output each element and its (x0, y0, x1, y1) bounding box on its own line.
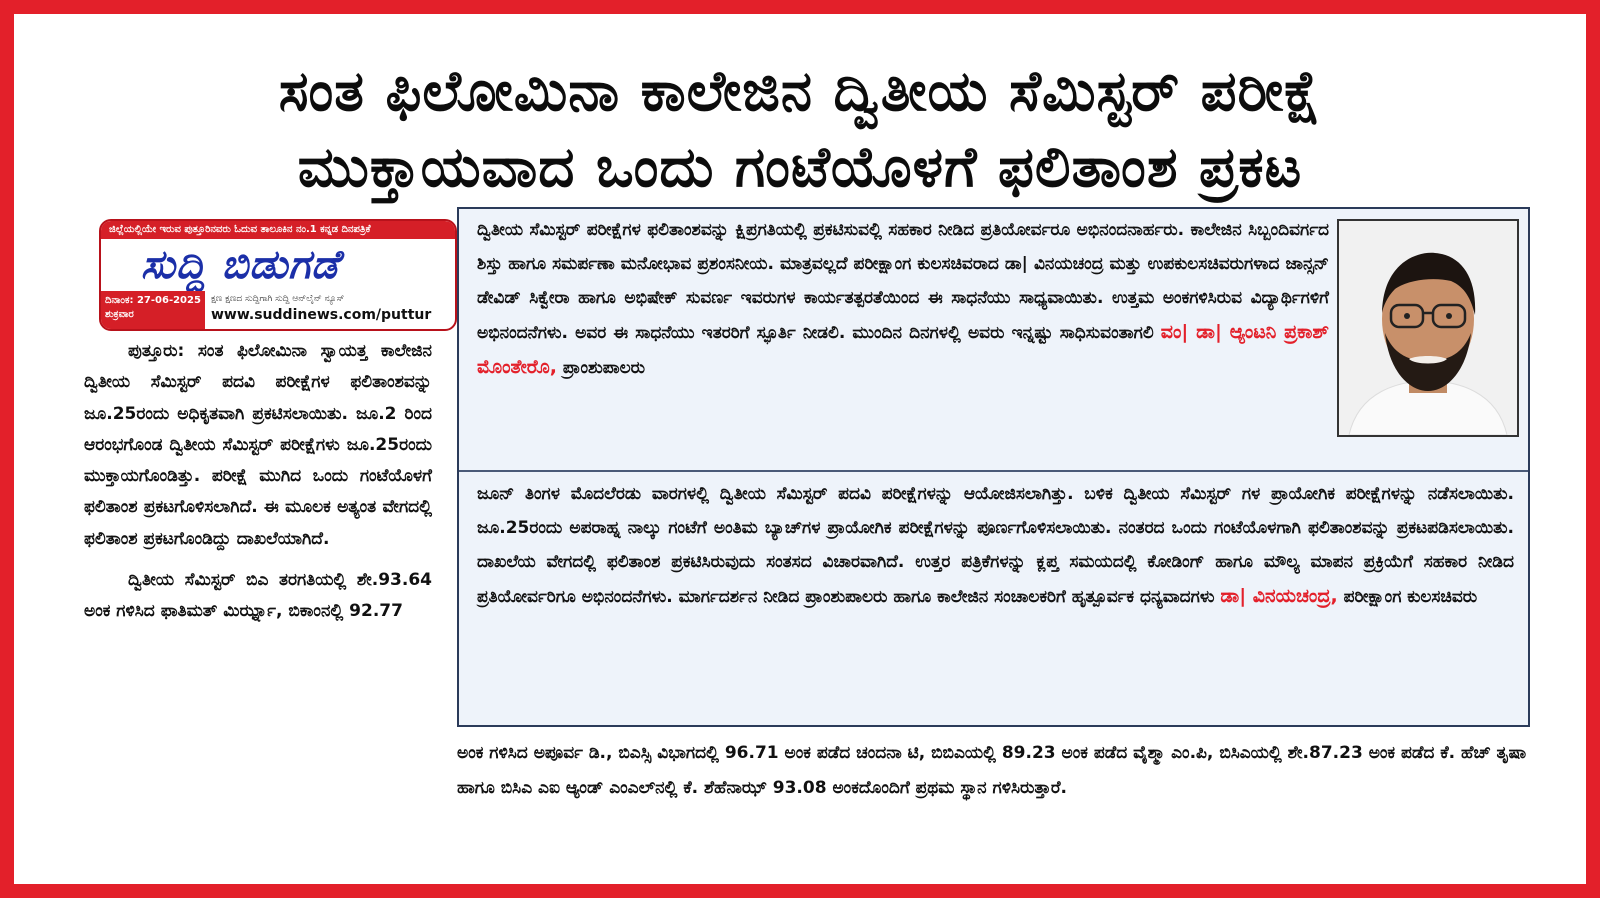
masthead-tagline: ಕ್ಷಣ ಕ್ಷಣದ ಸುದ್ದಿಗಾಗಿ ಸುದ್ದಿ ಆನ್‌ಲೈನ್ ನ್ಯೂಸ್ (211, 294, 345, 304)
principal-quote (477, 213, 1329, 385)
masthead-brand-logo: ಸುದ್ದಿ ಬಿಡುಗಡೆ (141, 242, 340, 288)
masthead-tagline-top: ಜಿಲ್ಲೆಯಲ್ಲಿಯೇ ಇರುವ ಪುತ್ತೂರಿನವರು ಓದುವ ತಾಲೂಕಿನ ನಂ.1 ಕನ್ನಡ ದಿನಪತ್ರಿಕೆ (101, 221, 455, 239)
masthead-date-block (101, 291, 205, 329)
article-paragraph-2: ದ್ವಿತೀಯ ಸೆಮಿಸ್ಟರ್ ಬಿಎ ತರಗತಿಯಲ್ಲಿ ಶೇ.93.64 ಅಂಕ ಗಳಿಸಿದ ಫಾತಿಮತ್ ಮಿರ್ಝ್ನಾ, ಬಿಕಾಂನಲ್ಲಿ 92.77 (84, 570, 432, 622)
article-continuation (457, 736, 1530, 806)
principal-name: ವಂ| ಡಾ| ಆ್ಯಂಟನಿ ಪ್ರಕಾಶ್ ಮೊಂತೇರೊ, (477, 321, 1329, 378)
masthead-date: ದಿನಾಂಕ: 27-06-2025 (105, 295, 201, 306)
exam-controller-designation: ಪರೀಕ್ಷಾಂಗ ಕುಲಸಚಿವರು (1337, 587, 1478, 607)
principal-designation: ಪ್ರಾಂಶುಪಾಲರು (556, 358, 646, 378)
highlight-box (457, 207, 1530, 727)
headline-line-2: ಮುಕ್ತಾಯವಾದ ಒಂದು ಗಂಟೆಯೊಳಗೆ ಫಲಿತಾಂಶ ಪ್ರಕಟ (297, 135, 1303, 200)
newspaper-masthead (99, 219, 457, 331)
headline-line-1: ಸಂತ ಫಿಲೋಮಿನಾ ಕಾಲೇಜಿನ ದ್ವಿತೀಯ ಸೆಮಿಸ್ಟರ್ ಪರೀಕ್ಷೆ (278, 59, 1322, 124)
masthead-url: www.suddinews.com/puttur (211, 307, 432, 323)
principal-quote-text: ದ್ವಿತೀಯ ಸೆಮಿಸ್ಟರ್ ಪರೀಕ್ಷೆಗಳ ಫಲಿತಾಂಶವನ್ನು ಕ್ಷಿಪ್ರಗತಿಯಲ್ಲಿ ಪ್ರಕಟಿಸುವಲ್ಲಿ ಸಹಕಾರ ನೀಡಿದ ಪ್ರತಿಯೋರ್ವರೂ ಅಭಿನಂದನಾರ್ಹರು. ಕಾಲೇಜಿನ ಸಿಬ್ಬಂದಿವರ್ಗದ ಶಿಸ್ತು ಹಾಗೂ ಸಮರ್ಪಣಾ ಮನೋಭಾವ ಪ್ರಶಂಸನೀಯ. ಮಾತ್ರವಲ್ಲದೆ ಪರೀಕ್ಷಾಂಗ ಕುಲಸಚಿವರಾದ ಡಾ| ವಿನಯಚಂದ್ರ ಮತ್ತು ಉಪಕುಲಸಚಿವರುಗಳಾದ ಜಾನ್ಸನ್ ಡೇವಿಡ್ ಸಿಕ್ವೇರಾ ಹಾಗೂ ಅಭಿಷೇಕ್ ಸುವರ್ಣ ಇವರುಗಳ ಕಾರ್ಯತತ್ಪರತೆಯಿಂದ ಈ ಸಾಧನೆಯು ಸಾಧ್ಯವಾಯಿತು. ಉತ್ತಮ ಅಂಕಗಳಿಸಿರುವ ವಿದ್ಯಾರ್ಥಿಗಳಿಗೆ ಅಭಿನಂದನೆಗಳು. ಅವರ ಈ ಸಾಧನೆಯು ಇತರರಿಗೆ ಸ್ಫೂರ್ತಿ ನೀಡಲಿ. ಮುಂದಿನ ದಿನಗಳಲ್ಲಿ ಅವರು ಇನ್ನಷ್ಟು ಸಾಧಿಸುವಂತಾಗಲಿ (477, 220, 1329, 343)
exam-note-text: ಜೂನ್ ತಿಂಗಳ ಮೊದಲೆರಡು ವಾರಗಳಲ್ಲಿ ದ್ವಿತೀಯ ಸೆಮಿಸ್ಟರ್ ಪದವಿ ಪರೀಕ್ಷೆಗಳನ್ನು ಆಯೋಜಿಸಲಾಗಿತ್ತು. ಬಳಿಕ ದ್ವಿತೀಯ ಸೆಮಿಸ್ಟರ್ ಗಳ ಪ್ರಾಯೋಗಿಕ ಪರೀಕ್ಷೆಗಳನ್ನು ನಡೆಸಲಾಯಿತು. ಜೂ.25ರಂದು ಅಪರಾಹ್ನ ನಾಲ್ಕು ಗಂಟೆಗೆ ಅಂತಿಮ ಬ್ಯಾಚ್‌ಗಳ ಪ್ರಾಯೋಗಿಕ ಪರೀಕ್ಷೆಗಳನ್ನು ಪೂರ್ಣಗೊಳಿಸಲಾಯಿತು. ನಂತರದ ಒಂದು ಗಂಟೆಯೊಳಗಾಗಿ ಫಲಿತಾಂಶವನ್ನು ಪ್ರಕಟಪಡಿಸಲಾಯಿತು. ದಾಖಲೆಯ ವೇಗದಲ್ಲಿ ಫಲಿತಾಂಶ ಪ್ರಕಟಿಸಿರುವುದು ಸಂತಸದ ವಿಚಾರವಾಗಿದೆ. ಉತ್ತರ ಪತ್ರಿಕೆಗಳನ್ನು ಕ್ಲಪ್ತ ಸಮಯದಲ್ಲಿ ಕೋಡಿಂಗ್ ಹಾಗೂ ಮೌಲ್ಯ ಮಾಪನ ಪ್ರಕ್ರಿಯೆಗೆ ಸಹಕಾರ ನೀಡಿದ ಪ್ರತಿಯೋರ್ವರಿಗೂ ಅಭಿನಂದನೆಗಳು. ಮಾರ್ಗದರ್ಶನ ನೀಡಿದ ಪ್ರಾಂಶುಪಾಲರು ಹಾಗೂ ಕಾಲೇಜಿನ ಸಂಚಾಲಕರಿಗೆ ಹೃತ್ಪೂರ್ವಕ ಧನ್ಯವಾದಗಳು (477, 484, 1514, 607)
box-divider (459, 470, 1528, 472)
article-left-column (84, 336, 432, 628)
article-paragraph-1: ಪುತ್ತೂರು: ಸಂತ ಫಿಲೋಮಿನಾ ಸ್ವಾಯತ್ತ ಕಾಲೇಜಿನ ದ್ವಿತೀಯ ಸೆಮಿಸ್ಟರ್ ಪದವಿ ಪರೀಕ್ಷೆಗಳ ಫಲಿತಾಂಶವನ್ನು ಜೂ.25ರಂದು ಅಧಿಕೃತವಾಗಿ ಪ್ರಕಟಿಸಲಾಯಿತು. ಜೂ.2 ರಿಂದ ಆರಂಭಗೊಂಡ ದ್ವಿತೀಯ ಸೆಮಿಸ್ಟರ್ ಪರೀಕ್ಷೆಗಳು ಜೂ.25ರಂದು ಮುಕ್ತಾಯಗೊಂಡಿತ್ತು. ಪರೀಕ್ಷೆ ಮುಗಿದ ಒಂದು ಗಂಟೆಯೊಳಗೆ ಫಲಿತಾಂಶ ಪ್ರಕಟಗೊಳಿಸಲಾಗಿದೆ. ಈ ಮೂಲಕ ಅತ್ಯಂತ ವೇಗದಲ್ಲಿ ಫಲಿತಾಂಶ ಪ್ರಕಟಗೊಂಡಿದ್ದು ದಾಖಲೆಯಾಗಿದೆ. (84, 341, 432, 549)
headline (34, 54, 1566, 206)
exam-controller-name: ಡಾ| ವಿನಯಚಂದ್ರ, (1220, 585, 1338, 607)
article-paragraph-3: ಅಂಕ ಗಳಿಸಿದ ಅಪೂರ್ವ ಡಿ., ಬಿಎಸ್ಸಿ ವಿಭಾಗದಲ್ಲಿ 96.71 ಅಂಕ ಪಡೆದ ಚಂದನಾ ಟಿ, ಬಿಬಿಎಯಲ್ಲಿ 89.23 ಅಂಕ ಪಡೆದ ವೈಶ್ಮಾ ಎಂ.ಪಿ, ಬಿಸಿಎಯಲ್ಲಿ ಶೇ.87.23 ಅಂಕ ಪಡೆದ ಕೆ. ಹೆಚ್ ತೃಷಾ ಹಾಗೂ ಬಿಸಿಎ ಎಐ ಆ್ಯಂಡ್ ಎಂಎಲ್‌ನಲ್ಲಿ ಕೆ. ಶೆಹೆನಾಝ್ 93.08 ಅಂಕದೊಂದಿಗೆ ಪ್ರಥಮ ಸ್ಥಾನ ಗಳಿಸಿರುತ್ತಾರೆ. (457, 743, 1527, 798)
masthead-day: ಶುಕ್ರವಾರ (105, 309, 134, 320)
principal-photo (1337, 219, 1519, 437)
exam-controller-note (477, 477, 1514, 614)
